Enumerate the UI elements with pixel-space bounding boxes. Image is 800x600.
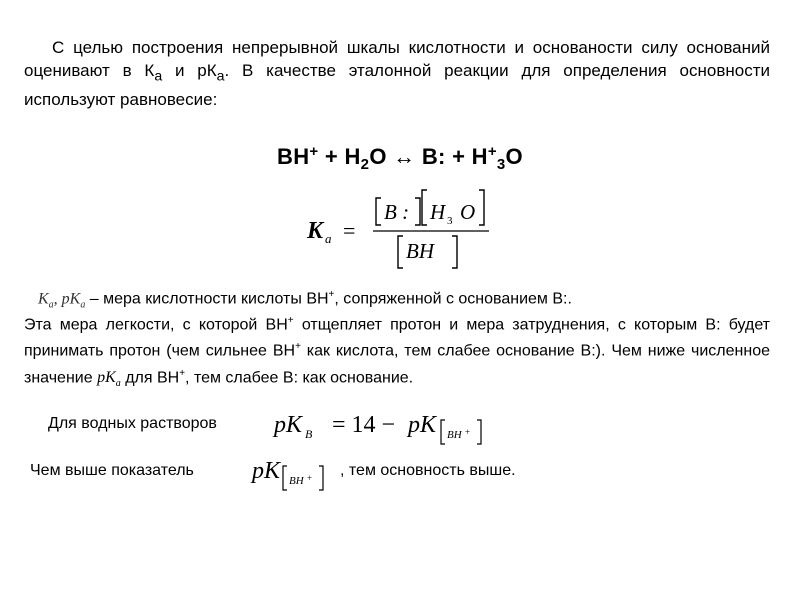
eq-h3o-charge: + [487, 143, 497, 160]
desc-part-1: Эта мера легкости, с которой ВН [24, 316, 288, 334]
numerator-h: H [430, 200, 446, 224]
numerator-b: B : [384, 200, 410, 224]
bracket-open-h3o [422, 190, 427, 225]
water-bracket-charge: + [465, 427, 471, 437]
desc-charge-1: + [287, 315, 294, 326]
description-paragraph [24, 310, 770, 395]
higher-bracket-open [283, 466, 287, 490]
desc-part-4: для ВН [120, 368, 180, 386]
intro-paragraph [24, 36, 770, 111]
bracket-close-h3o [479, 190, 484, 225]
ka-def-charge: + [328, 289, 335, 300]
water-pk2: pK [408, 412, 437, 438]
water-bracket-open [441, 420, 445, 444]
intro-ka-subscript: а [154, 68, 163, 85]
water-pk-subscript: B [305, 427, 313, 441]
bracket-close-b [415, 198, 420, 225]
ka-def-ka: K [38, 290, 49, 308]
intro-text-2: и рК [162, 61, 217, 80]
desc-part-2: отщепляет протон и мера затруднения, с которым В: будет принимать протон (чем сильнее ВН [24, 316, 771, 360]
higher-pk: pK [252, 458, 281, 484]
desc-pka-text: pK [97, 368, 116, 386]
desc-part-5: , тем слабее В: как основание. [185, 368, 414, 386]
desc-charge-3: + [179, 367, 186, 379]
ka-def-pka-subscript: a [80, 299, 86, 311]
eq-bh-charge: + [309, 143, 319, 160]
higher-bracket-charge: + [307, 473, 313, 483]
desc-pka-subscript: a [115, 378, 121, 390]
water-pkb-formula [264, 404, 494, 446]
ka-def-ka-subscript: a [48, 299, 54, 311]
bracket-open-bh [398, 236, 403, 268]
equilibrium-equation [0, 143, 800, 173]
eq-plus-h: + Н [318, 144, 361, 169]
higher-index-tail: , тем основность выше. [340, 462, 516, 479]
higher-formula-svg [248, 452, 338, 494]
water-equals-14-minus: = 14 − [332, 412, 396, 438]
eq-o-end: О [505, 144, 523, 169]
desc-pka [97, 368, 121, 390]
eq-h2o-subscript: 2 [360, 156, 370, 173]
eq-bh: ВН [277, 144, 310, 169]
eq-middle: О ↔ В: + Н [369, 144, 488, 169]
higher-bracket-bh: BH [289, 475, 304, 487]
numerator-o: O [460, 200, 476, 224]
water-formula-svg [264, 404, 494, 446]
numerator-h-subscript: 3 [447, 215, 453, 227]
ka-formula-svg [305, 188, 515, 270]
higher-index-label: Чем выше показатель [30, 462, 194, 479]
ka-def-text-end: , сопряженной с основанием В:. [334, 290, 572, 308]
ka-equals: = [343, 218, 356, 243]
higher-bracket-close [319, 466, 323, 490]
water-bracket-close [477, 420, 481, 444]
intro-text-3: . В качестве эталонной реакции для определения основности используют равновесие: [24, 61, 770, 110]
denominator-bh: BH [406, 239, 434, 263]
bracket-open-b [376, 198, 381, 225]
ka-def-text: – мера кислотности кислоты ВН [85, 290, 329, 308]
desc-part-3: как кислота, тем слабее основание В:). Чем ниже численное значение [24, 342, 771, 386]
water-solutions-label: Для водных растворов [48, 415, 217, 432]
ka-def-comma: , [53, 290, 62, 308]
ka-formula [305, 188, 515, 270]
water-bracket-bh: BH [447, 429, 462, 441]
eq-h3o-subscript: 3 [496, 156, 506, 173]
desc-charge-2: + [295, 341, 301, 353]
water-pk: pK [274, 412, 303, 438]
ka-symbol-subscript: a [325, 231, 332, 246]
higher-pk-formula [248, 452, 338, 494]
intro-pka-subscript: а [216, 68, 225, 85]
bracket-close-bh [452, 236, 457, 268]
ka-symbol: K [307, 218, 324, 244]
intro-text-1: С целью построения непрерывной шкалы кислотности и основаности силу оснований оценивают в К [24, 38, 770, 80]
ka-def-pka: pK [61, 290, 81, 308]
